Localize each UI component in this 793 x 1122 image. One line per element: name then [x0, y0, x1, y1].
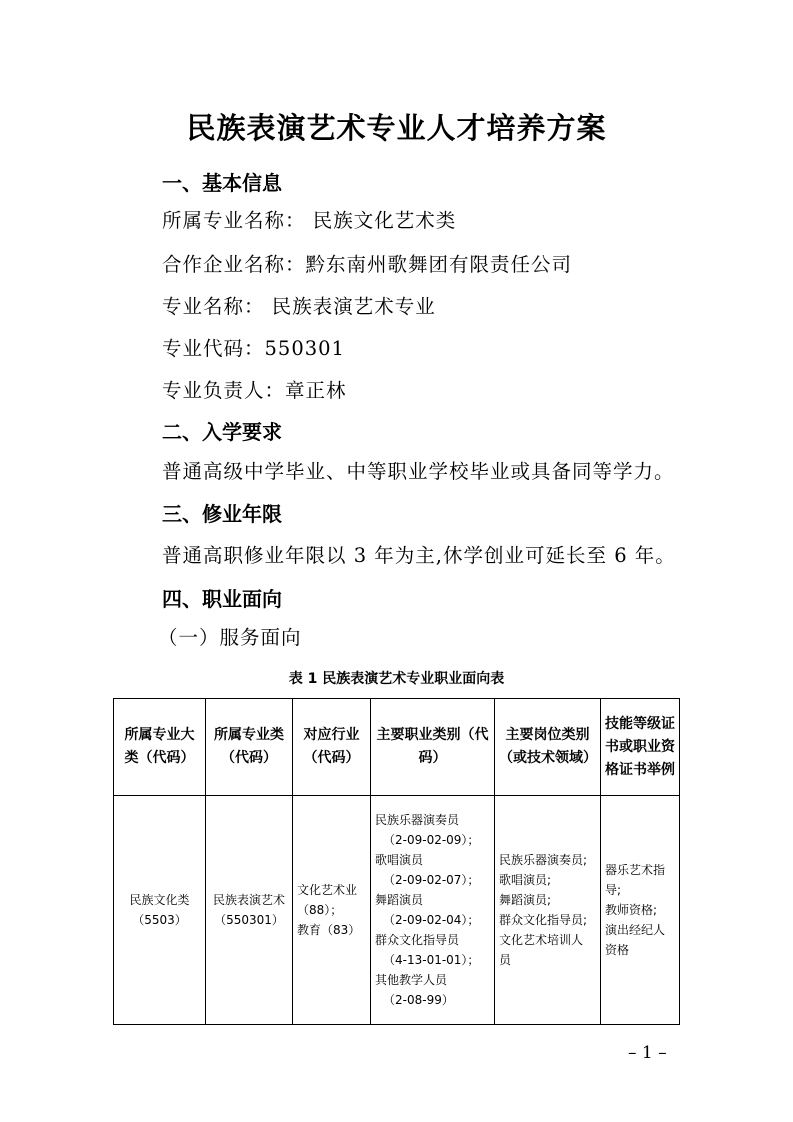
page-number: – 1 – — [628, 1043, 667, 1063]
info-line-major-name: 专业名称： 民族表演艺术专业 — [162, 295, 436, 318]
cell-text: （2-08-99） — [383, 993, 454, 1007]
document-title: 民族表演艺术专业人才培养方案 — [186, 111, 607, 145]
cell-major-division — [114, 796, 206, 1025]
cell-text: 群众文化指导员; — [499, 913, 588, 927]
cell-text: 民族乐器演奏员 — [375, 813, 460, 827]
cell-text: 资格 — [605, 943, 630, 957]
cell-text: 文化艺术业 — [297, 883, 358, 897]
header-job-category: 主要岗位类别（或技术领域） — [495, 699, 601, 796]
header-major-division: 所属专业大类（代码） — [114, 699, 206, 796]
cell-certificates — [601, 796, 680, 1025]
study-years-text: 普通高职修业年限以 3 年为主,休学创业可延长至 6 年。 — [162, 544, 676, 567]
cell-text: （88）； — [297, 903, 343, 917]
cell-text: 歌唱演员; — [499, 873, 552, 887]
cell-text: 教师资格; — [605, 903, 658, 917]
section-heading-career-orientation: 四、职业面向 — [162, 587, 282, 611]
cell-text: （2-09-02-09）； — [383, 833, 480, 847]
section-heading-study-years: 三、修业年限 — [162, 502, 282, 526]
cell-text: 群众文化指导员 — [375, 933, 460, 947]
cell-text: 舞蹈演员 — [375, 893, 424, 907]
cell-text: 舞蹈演员; — [499, 893, 552, 907]
cell-text: 教育（83） — [297, 923, 361, 937]
cell-text: （2-09-02-04）； — [383, 913, 480, 927]
cell-text: 员 — [499, 953, 512, 967]
subheading-service-orientation: （一）服务面向 — [158, 626, 302, 649]
cell-industry — [293, 796, 371, 1025]
section-heading-basic-info: 一、基本信息 — [162, 171, 282, 195]
header-major-class: 所属专业类（代码） — [206, 699, 293, 796]
cell-text: 民族表演艺术 — [212, 893, 285, 907]
admission-requirement-text: 普通高级中学毕业、中等职业学校毕业或具备同等学力。 — [162, 460, 675, 483]
cell-text: 民族文化类 — [129, 893, 190, 907]
table-caption: 表 1 民族表演艺术专业职业面向表 — [288, 671, 505, 687]
cell-text: （2-09-02-07）； — [383, 873, 480, 887]
cell-text: 演出经纪人 — [605, 923, 666, 937]
cell-occupation-category — [371, 796, 495, 1025]
cell-text: （550301） — [214, 913, 284, 927]
cell-job-category — [495, 796, 601, 1025]
info-line-major-category: 所属专业名称： 民族文化艺术类 — [162, 209, 457, 232]
header-industry: 对应行业（代码） — [293, 699, 371, 796]
info-line-partner-company: 合作企业名称：黔东南州歌舞团有限责任公司 — [162, 253, 573, 276]
cell-text: （4-13-01-01）； — [383, 953, 480, 967]
cell-text: （5503） — [132, 913, 187, 927]
table-row — [114, 796, 680, 1025]
cell-text: 歌唱演员 — [375, 853, 424, 867]
cell-text: 器乐艺术指 — [605, 863, 666, 877]
cell-text: 文化艺术培训人 — [499, 933, 584, 947]
cell-major-class — [206, 796, 293, 1025]
table-header-row — [114, 699, 680, 796]
career-orientation-table — [113, 698, 680, 1025]
info-line-major-code: 专业代码：550301 — [162, 337, 345, 360]
section-heading-admission: 二、入学要求 — [162, 420, 282, 444]
header-occupation-category: 主要职业类别（代码） — [371, 699, 495, 796]
cell-text: 其他教学人员 — [375, 973, 448, 987]
cell-text: 民族乐器演奏员; — [499, 853, 588, 867]
header-certificates: 技能等级证书或职业资格证书举例 — [601, 699, 680, 796]
info-line-major-lead: 专业负责人：章正林 — [162, 379, 347, 402]
cell-text: 导; — [605, 883, 622, 897]
